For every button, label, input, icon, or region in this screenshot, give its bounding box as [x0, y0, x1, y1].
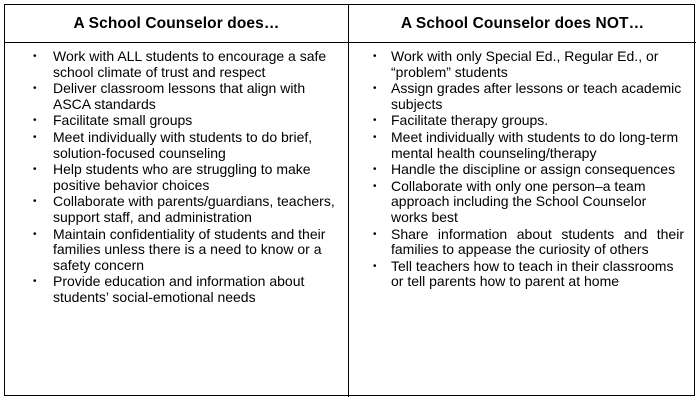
bullet-icon: •: [373, 51, 377, 62]
list-item: [349, 130, 696, 161]
bullet-icon: •: [373, 260, 377, 272]
list-item: [5, 194, 348, 225]
bullet-icon: •: [373, 115, 377, 127]
bullet-icon: •: [33, 83, 37, 95]
list-item: [5, 49, 348, 80]
bullet-icon: •: [373, 83, 377, 95]
list-item: [349, 162, 696, 178]
list-item: [5, 274, 348, 305]
list-item-text: Help students who are struggling to make positive behavior choices: [53, 161, 311, 193]
list-item: [349, 227, 696, 258]
bullet-icon: •: [33, 196, 37, 208]
bullet-icon: •: [33, 115, 37, 127]
list-item: [349, 259, 696, 290]
list-item-text: Work with ALL students to encourage a safe school climate of trust and respect: [53, 48, 327, 80]
list-item-text: Collaborate with only one person–a team approach including the School Counselor works best: [391, 177, 647, 225]
list-item: [349, 49, 696, 80]
list-item: [5, 162, 348, 193]
bullet-icon: •: [33, 51, 37, 62]
does-list: [5, 49, 348, 306]
list-item: [5, 81, 348, 112]
does-not-list: [349, 49, 696, 290]
list-item-text: Collaborate with parents/guardians, teachers, support staff, and administration: [53, 193, 335, 225]
bullet-icon: •: [33, 276, 37, 288]
list-item-text: Facilitate small groups: [53, 112, 193, 129]
does-column-header: [5, 5, 349, 43]
list-item: [5, 130, 348, 161]
list-item: [349, 179, 696, 226]
list-item-text: Work with only Special Ed., Regular Ed., or “problem” students: [391, 48, 659, 80]
list-item: [349, 113, 696, 129]
list-item: [5, 227, 348, 274]
does-column-body: [5, 43, 349, 397]
comparison-table: [4, 4, 695, 396]
list-item-text: Meet individually with students to do long-term mental health counseling/therapy: [391, 128, 679, 161]
list-item-text: Deliver classroom lessons that align with ASCA standards: [53, 80, 306, 112]
list-item-text: Share information about students and their families to appease the curiosity of others: [391, 225, 684, 258]
list-item-text: Meet individually with students to do brief, solution-focused counseling: [53, 128, 313, 161]
list-item: [349, 81, 696, 112]
does-not-column-body: [349, 43, 696, 397]
list-item-text: Maintain confidentiality of students and their families unless there is a need to know or a safety concern: [53, 225, 326, 273]
bullet-icon: •: [33, 131, 37, 143]
does-not-column-header: [349, 5, 696, 43]
list-item-text: Facilitate therapy groups.: [391, 112, 549, 129]
list-item-text: Provide education and information about students’ social-emotional needs: [53, 273, 305, 305]
list-item-text: Handle the discipline or assign consequences: [391, 161, 676, 178]
list-item-text: Assign grades after lessons or teach academic subjects: [391, 80, 682, 112]
list-item: [5, 113, 348, 129]
bullet-icon: •: [33, 228, 37, 240]
does-column-title: A School Counselor does…: [73, 14, 280, 32]
bullet-icon: •: [33, 164, 37, 176]
bullet-icon: •: [373, 180, 377, 192]
list-item-text: Tell teachers how to teach in their classrooms or tell parents how to parent at home: [391, 257, 674, 290]
bullet-icon: •: [373, 164, 377, 176]
bullet-icon: •: [373, 228, 377, 240]
bullet-icon: •: [373, 131, 377, 143]
does-not-column-title: A School Counselor does NOT…: [400, 14, 645, 32]
